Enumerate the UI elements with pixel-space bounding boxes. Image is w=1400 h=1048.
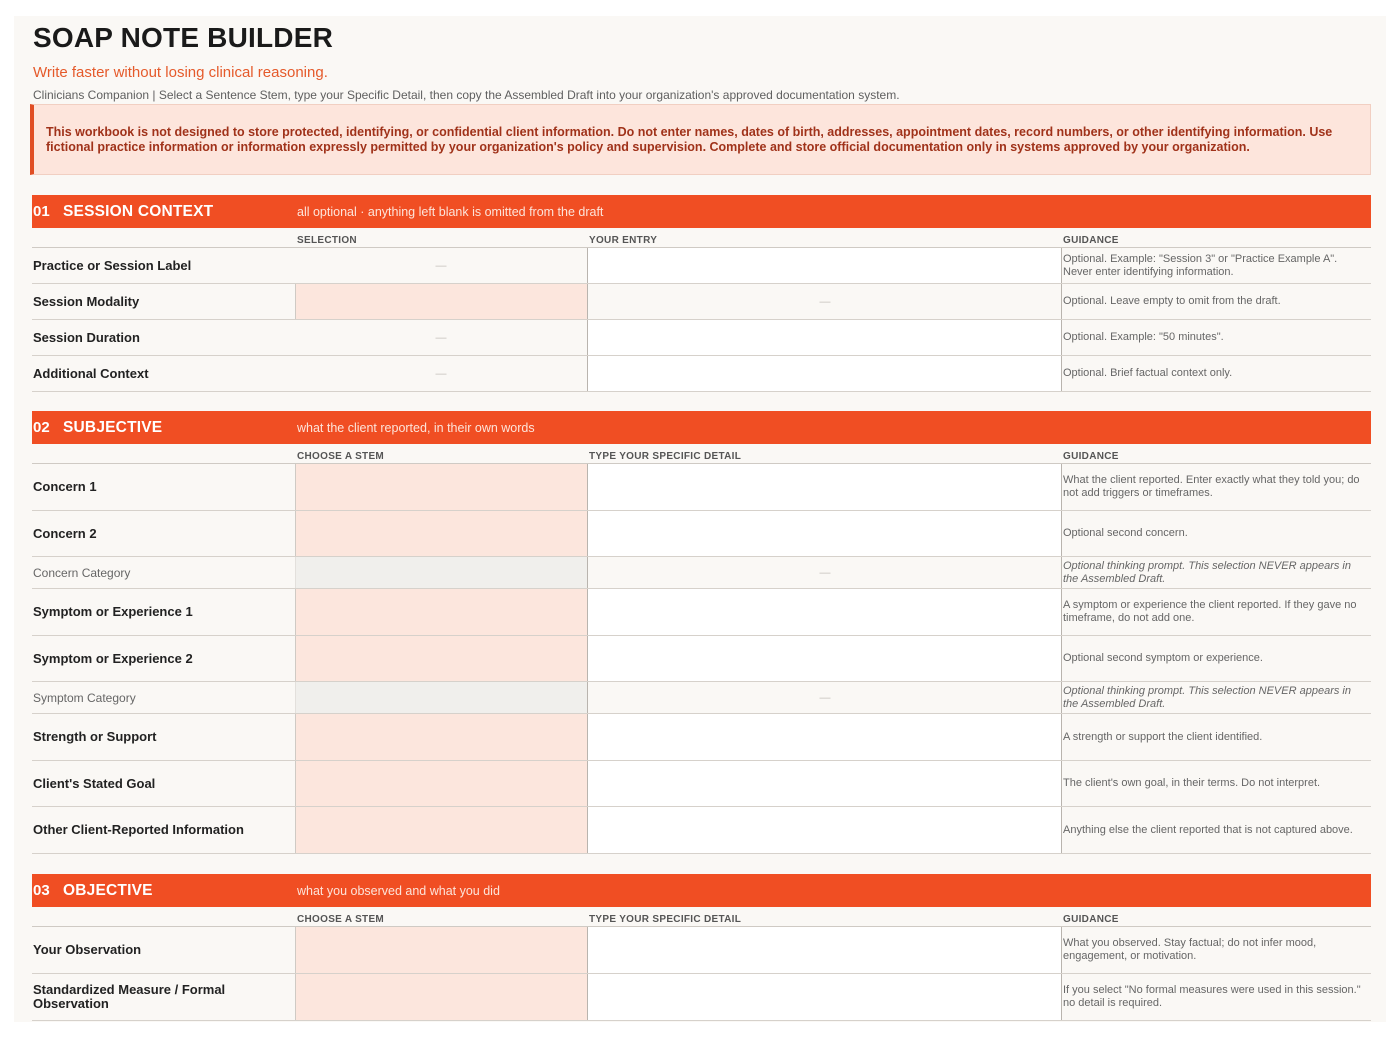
- entry-input[interactable]: [587, 320, 1062, 355]
- form-row-concern-category: [32, 557, 1371, 589]
- entry-input[interactable]: [587, 356, 1062, 391]
- column-headers: [32, 228, 1371, 248]
- form-row-client-goal: [32, 761, 1371, 807]
- form-row-session-modality: [32, 284, 1371, 320]
- stem-dropdown[interactable]: [295, 464, 587, 510]
- stem-dropdown[interactable]: [295, 927, 587, 973]
- selection-cell-empty: [295, 320, 587, 355]
- detail-input[interactable]: [587, 761, 1062, 806]
- row-label: Session Duration: [33, 329, 140, 345]
- section-title: SUBJECTIVE: [63, 419, 163, 436]
- guidance-text: What the client reported. Enter exactly what they told you; do not add triggers or timeframes.: [1063, 474, 1360, 499]
- guidance-text: Anything else the client reported that is not captured above.: [1063, 823, 1353, 836]
- column-header-guidance: GUIDANCE: [1063, 451, 1119, 462]
- privacy-notice: This workbook is not designed to store protected, identifying, or confidential client information. Do not enter names, dates of birth, addresses, appointment dates, record numbers, or other identifying information. Use fictional practice information or information expressly permitted by your organization's policy and supervision. Complete and store official documentation only in systems approved by your organization.: [30, 104, 1371, 175]
- column-headers: [32, 907, 1371, 927]
- section-header: [32, 874, 1371, 907]
- entry-cell-empty: [587, 284, 1062, 319]
- detail-input[interactable]: [587, 974, 1062, 1020]
- column-header-entry: TYPE YOUR SPECIFIC DETAIL: [589, 451, 742, 462]
- guidance-text: Optional thinking prompt. This selection NEVER appears in the Assembled Draft.: [1063, 559, 1351, 585]
- row-label: Symptom or Experience 2: [33, 650, 193, 666]
- detail-input[interactable]: [587, 927, 1062, 973]
- stem-dropdown[interactable]: [295, 636, 587, 681]
- page-title: SOAP NOTE BUILDER: [33, 22, 334, 53]
- section-objective: [32, 874, 1371, 1021]
- form-row-symptom-1: [32, 589, 1371, 636]
- row-label: Session Modality: [33, 293, 140, 309]
- entry-cell-empty: [587, 682, 1062, 713]
- row-label: Your Observation: [33, 942, 142, 957]
- guidance-text: A symptom or experience the client reported. If they gave no timeframe, do not add one.: [1063, 599, 1357, 624]
- guidance-text: What you observed. Stay factual; do not infer mood, engagement, or motivation.: [1063, 937, 1317, 962]
- empty-placeholder: —: [819, 691, 831, 704]
- empty-placeholder: —: [435, 367, 447, 380]
- row-label: Concern Category: [33, 565, 131, 580]
- form-row-session-duration: [32, 320, 1371, 356]
- section-title: SESSION CONTEXT: [63, 203, 214, 220]
- stem-dropdown[interactable]: [295, 807, 587, 853]
- instructions-text: Clinicians Companion | Select a Sentence Stem, type your Specific Detail, then copy the Assembled Draft into your organization's approved documentation system.: [33, 88, 900, 102]
- stem-dropdown[interactable]: [295, 761, 587, 806]
- row-label: Symptom or Experience 1: [33, 604, 193, 619]
- guidance-text: If you select "No formal measures were used in this session." no detail is required.: [1063, 984, 1361, 1009]
- guidance-text: Optional second symptom or experience.: [1063, 652, 1263, 664]
- detail-input[interactable]: [587, 589, 1062, 635]
- guidance-text: Optional. Leave empty to omit from the draft.: [1063, 295, 1281, 307]
- section-number: 02: [33, 419, 50, 436]
- guidance-text: Optional. Brief factual context only.: [1063, 367, 1233, 379]
- empty-placeholder: —: [435, 259, 447, 272]
- form-row-concern-1: [32, 464, 1371, 511]
- detail-input[interactable]: [587, 807, 1062, 853]
- detail-input[interactable]: [587, 464, 1062, 510]
- column-header-guidance: GUIDANCE: [1063, 235, 1119, 246]
- row-label: Practice or Session Label: [33, 257, 192, 273]
- page-subtitle: Write faster without losing clinical reasoning.: [33, 64, 328, 81]
- guidance-text: The client's own goal, in their terms. Do not interpret.: [1063, 777, 1321, 789]
- column-header-selection: CHOOSE A STEM: [297, 451, 385, 462]
- selection-dropdown[interactable]: [295, 284, 587, 319]
- section-number: 01: [33, 203, 50, 220]
- category-dropdown[interactable]: [295, 682, 587, 713]
- empty-placeholder: —: [819, 566, 831, 579]
- detail-input[interactable]: [587, 511, 1062, 556]
- row-label: Standardized Measure / Formal Observation: [33, 982, 226, 1011]
- section-subjective: [32, 411, 1371, 854]
- section-header: [32, 411, 1371, 444]
- section-header: [32, 195, 1371, 228]
- form-row-additional-context: [32, 356, 1371, 392]
- stem-dropdown[interactable]: [295, 511, 587, 556]
- category-dropdown[interactable]: [295, 557, 587, 588]
- form-row-standardized-measure: [32, 974, 1371, 1021]
- row-label: Concern 1: [33, 479, 97, 494]
- stem-dropdown[interactable]: [295, 714, 587, 760]
- entry-cell-empty: [587, 557, 1062, 588]
- form-row-practice-label: [32, 248, 1371, 284]
- column-header-selection: SELECTION: [297, 235, 357, 246]
- guidance-text: Optional. Example: "50 minutes".: [1063, 331, 1224, 343]
- section-subtitle: what you observed and what you did: [297, 884, 500, 898]
- form-row-strength: [32, 714, 1371, 761]
- detail-input[interactable]: [587, 636, 1062, 681]
- guidance-text: A strength or support the client identified.: [1063, 730, 1263, 743]
- row-label: Strength or Support: [33, 729, 157, 744]
- section-number: 03: [33, 882, 50, 899]
- detail-input[interactable]: [587, 714, 1062, 760]
- guidance-text: Optional. Example: "Session 3" or "Practice Example A". Never enter identifying information.: [1063, 252, 1338, 278]
- section-subtitle: all optional · anything left blank is omitted from the draft: [297, 205, 604, 219]
- column-header-selection: CHOOSE A STEM: [297, 914, 385, 925]
- selection-cell-empty: [295, 248, 587, 283]
- worksheet: [14, 16, 1386, 1022]
- stem-dropdown[interactable]: [295, 589, 587, 635]
- form-row-other-info: [32, 807, 1371, 854]
- section-session-context: [32, 195, 1371, 392]
- empty-placeholder: —: [435, 331, 447, 344]
- form-row-observation: [32, 927, 1371, 974]
- stem-dropdown[interactable]: [295, 974, 587, 1020]
- empty-placeholder: —: [819, 295, 831, 308]
- column-headers: [32, 444, 1371, 464]
- entry-input[interactable]: [587, 248, 1062, 283]
- section-title: OBJECTIVE: [63, 882, 153, 899]
- row-label: Client's Stated Goal: [33, 775, 156, 791]
- form-row-concern-2: [32, 511, 1371, 557]
- form-row-symptom-category: [32, 682, 1371, 714]
- form-row-symptom-2: [32, 636, 1371, 682]
- row-label: Additional Context: [33, 365, 149, 381]
- section-subtitle: what the client reported, in their own words: [297, 421, 535, 435]
- column-header-entry: YOUR ENTRY: [589, 235, 658, 246]
- guidance-text: Optional second concern.: [1063, 527, 1188, 539]
- guidance-text: Optional thinking prompt. This selection NEVER appears in the Assembled Draft.: [1063, 684, 1351, 710]
- row-label: Symptom Category: [33, 690, 136, 705]
- column-header-guidance: GUIDANCE: [1063, 914, 1119, 925]
- row-label: Other Client-Reported Information: [33, 822, 244, 837]
- column-header-entry: TYPE YOUR SPECIFIC DETAIL: [589, 914, 742, 925]
- row-label: Concern 2: [33, 525, 97, 541]
- selection-cell-empty: [295, 356, 587, 391]
